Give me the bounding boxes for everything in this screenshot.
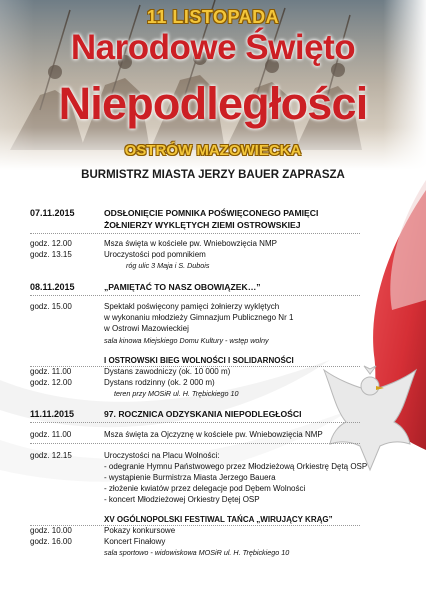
divider [30,422,360,423]
title-line-2: Niepodległości [58,78,368,129]
day1-desc-1: Msza święta w kościele pw. Wniebowzięcia NMP [104,239,277,248]
mass-time: godz. 11.00 [30,430,72,439]
day2-date: 08.11.2015 [30,282,75,292]
divider [30,295,360,296]
run-heading: I OSTROWSKI BIEG WOLNOŚCI I SOLIDARNOŚCI [104,356,294,365]
divider [30,233,360,234]
title-line-1: Narodowe Święto [70,28,356,67]
square-desc: Uroczystości na Placu Wolności: [104,451,220,460]
event-date-kicker: 11 LISTOPADA [146,7,280,27]
day1-desc-2: Uroczystości pod pomnikiem [104,250,206,259]
mayor-invitation: BURMISTRZ MIASTA JERZY BAUER ZAPRASZA [81,169,345,181]
festival-heading: XV OGÓLNOPOLSKI FESTIWAL TAŃCA „WIRUJĄCY KRĄG” [104,515,333,524]
divider [30,443,360,444]
festival-location-note: sala sportowo - widowiskowa MOSiR ul. H. Trębickiego 10 [104,548,290,557]
run-time-2: godz. 12.00 [30,378,72,387]
day3-heading: 97. ROCZNICA ODZYSKANIA NIEPODLEGŁOŚCI [104,409,302,419]
divider [30,525,360,526]
day2-time: godz. 15.00 [30,302,72,311]
day2-heading: „PAMIĘTAĆ TO NASZ OBOWIĄZEK…” [104,282,261,292]
day1-time-2: godz. 13.15 [30,250,72,259]
run-time-1: godz. 11.00 [30,367,72,376]
day2-location-note: sala kinowa Miejskiego Domu Kultury - wstęp wolny [104,336,269,345]
square-item-3: - złożenie kwiatów przez delegacje pod Dębem Wolności [104,484,306,493]
city-name: OSTRÓW MAZOWIECKA [124,142,302,159]
day1-time-1: godz. 12.00 [30,239,72,248]
run-desc-1: Dystans zawodniczy (ok. 10 000 m) [104,367,231,376]
run-location-note: teren przy MOSiR ul. H. Trębickiego 10 [114,389,239,398]
day2-desc-line3: w Ostrowi Mazowieckiej [104,324,189,333]
festival-time-2: godz. 16.00 [30,537,72,546]
run-desc-2: Dystans rodzinny (ok. 2 000 m) [104,378,215,387]
day1-location-note: róg ulic 3 Maja i S. Dubois [126,261,210,270]
day1-heading-line2: ŻOŁNIERZY WYKLĘTYCH ZIEMI OSTROWSKIEJ [104,220,301,230]
day2-desc-line2: w wykonaniu młodzieży Gimnazjum Publicznego Nr 1 [104,313,294,322]
square-item-2: - wystąpienie Burmistrza Miasta Jerzego Bauera [104,473,276,482]
mass-desc: Msza święta za Ojczyznę w kościele pw. Wniebowzięcia NMP [104,430,323,439]
day1-date: 07.11.2015 [30,208,75,218]
day3-date: 11.11.2015 [30,409,75,419]
day2-desc-line1: Spektakl poświęcony pamięci żołnierzy wyklętych [104,302,280,311]
day1-heading-line1: ODSŁONIĘCIE POMNIKA POŚWIĘCONEGO PAMIĘCI [104,208,319,218]
square-item-4: - koncert Młodzieżowej Orkiestry Dętej OSP [104,495,260,504]
festival-desc-1: Pokazy konkursowe [104,526,176,535]
festival-desc-2: Koncert Finałowy [104,537,166,546]
festival-time-1: godz. 10.00 [30,526,72,535]
square-time: godz. 12.15 [30,451,72,460]
square-item-1: - odegranie Hymnu Państwowego przez Młodzieżową Orkiestrę Dętą OSP [104,462,368,471]
